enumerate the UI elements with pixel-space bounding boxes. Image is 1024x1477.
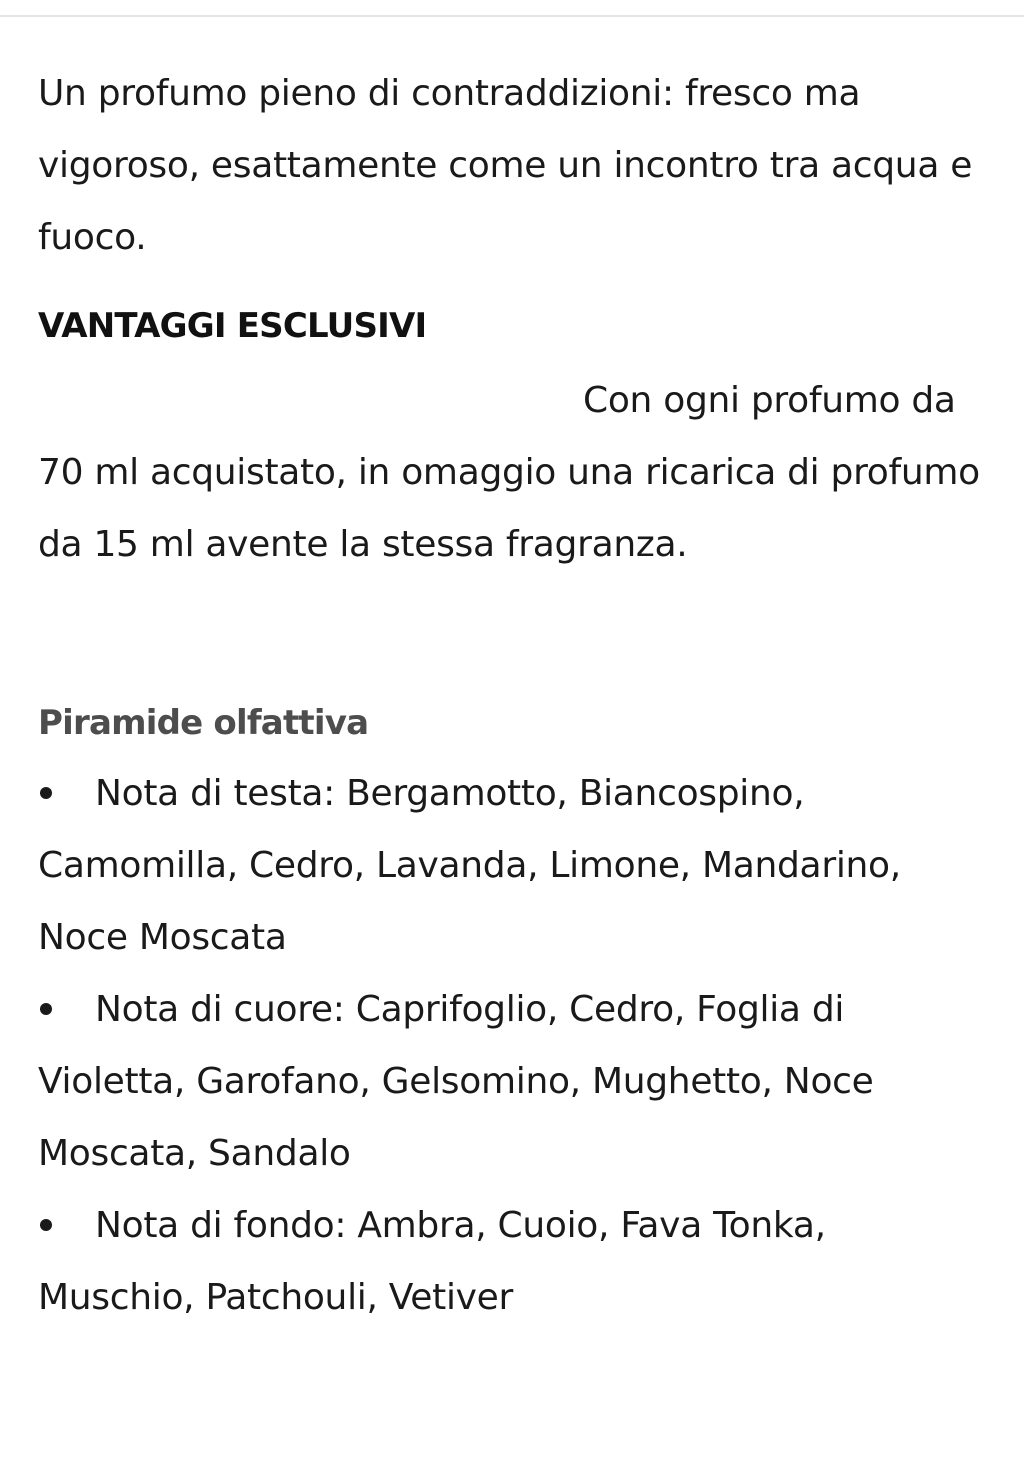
list-item-heart-note xyxy=(38,974,988,1190)
piramide-heading: Piramide olfattiva xyxy=(38,703,369,743)
base-note-text: Nota di fondo: Ambra, Cuoio, Fava Tonka, Muschio, Patchouli, Vetiver xyxy=(38,1205,826,1318)
vantaggi-paragraph: Con ogni profumo da 70 ml acquistato, in omaggio una ricarica di profumo da 15 ml avente la stessa fragranza. xyxy=(38,380,980,565)
bullet-icon xyxy=(40,1219,52,1231)
intro-paragraph: Un profumo pieno di contraddizioni: fresco ma vigoroso, esattamente come un incontro tra acqua e fuoco. xyxy=(38,73,973,258)
olfactory-notes-list xyxy=(38,758,988,1334)
bullet-icon xyxy=(40,787,52,799)
product-description xyxy=(38,58,988,1334)
top-note-text: Nota di testa: Bergamotto, Biancospino, Camomilla, Cedro, Lavanda, Limone, Mandarino, Noce Moscata xyxy=(38,773,901,958)
list-item-base-note xyxy=(38,1190,988,1334)
vantaggi-heading: VANTAGGI ESCLUSIVI xyxy=(38,306,427,346)
top-divider xyxy=(0,15,1024,17)
list-item-top-note xyxy=(38,758,988,974)
bullet-icon xyxy=(40,1003,52,1015)
heart-note-text: Nota di cuore: Caprifoglio, Cedro, Foglia di Violetta, Garofano, Gelsomino, Mughetto, Noce Moscata, Sandalo xyxy=(38,989,874,1174)
